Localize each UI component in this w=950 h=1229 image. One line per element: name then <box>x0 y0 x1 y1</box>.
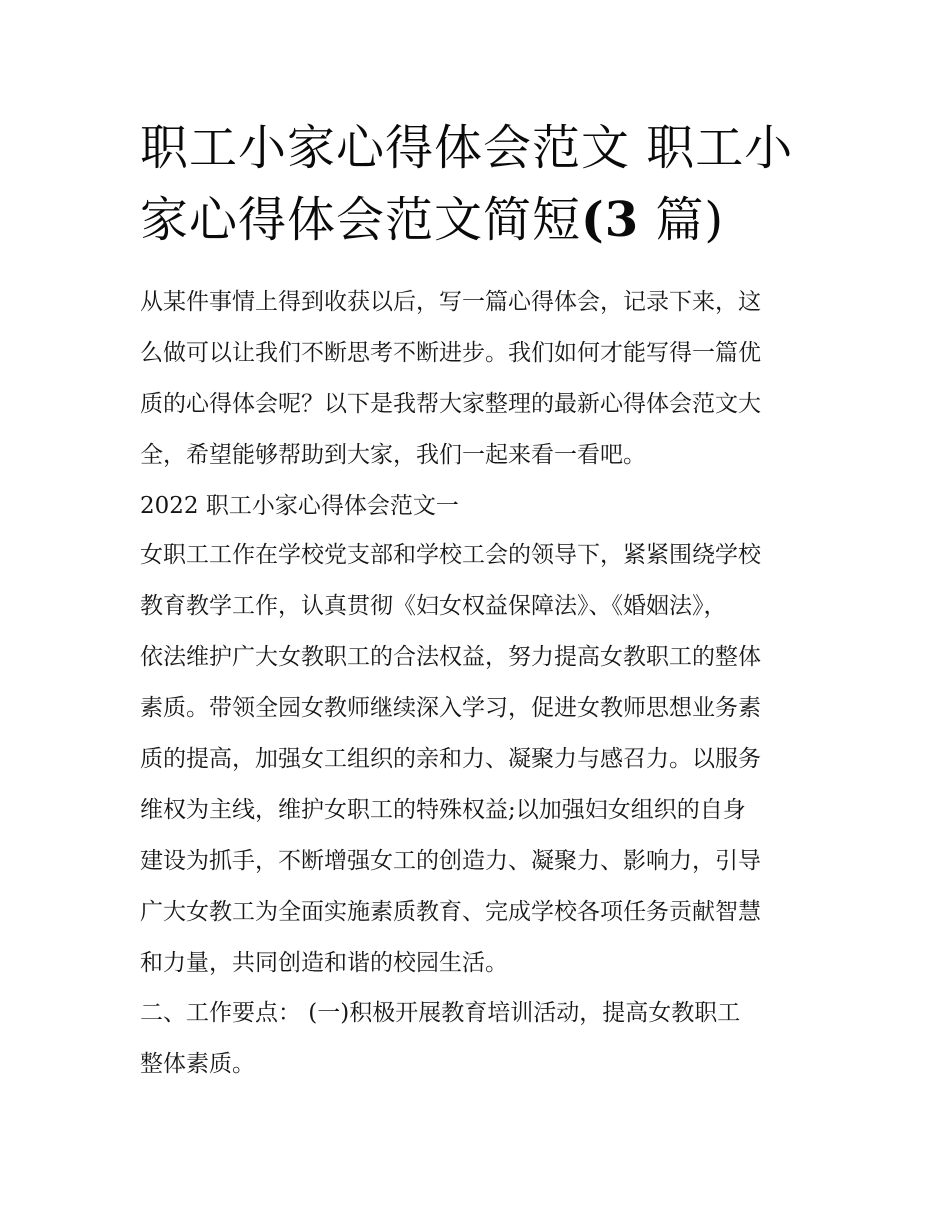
section2-line: 二、工作要点： (一)积极开展教育培训活动，提高女教职工 <box>140 1000 741 1026</box>
title-line-2 <box>140 184 820 256</box>
section1-line: 建设为抓手，不断增强女工的创造力、凝聚力、影响力，引导 <box>140 848 761 874</box>
section1-line: 女职工工作在学校党支部和学校工会的领导下，紧紧围绕学校 <box>140 542 761 568</box>
document-title <box>140 112 820 256</box>
intro-line: 么做可以让我们不断思考不断进步。我们如何才能写得一篇优 <box>140 340 761 366</box>
intro-line: 质的心得体会呢？以下是我帮大家整理的最新心得体会范文大 <box>140 391 761 417</box>
section1-line: 质的提高，加强女工组织的亲和力、凝聚力与感召力。以服务 <box>140 746 761 772</box>
intro-line: 从某件事情上得到收获以后，写一篇心得体会，记录下来，这 <box>140 289 761 315</box>
title-count-unit: 篇) <box>655 192 725 248</box>
title-line-2-text: 家心得体会范文简短 <box>140 192 582 248</box>
section-heading <box>140 481 830 532</box>
section1-line: 教育教学工作，认真贯彻《妇女权益保障法》、《婚姻法》， <box>140 593 727 619</box>
section1-line: 素质。带领全园女教师继续深入学习，促进女教师思想业务素 <box>140 695 761 721</box>
intro-paragraph <box>140 277 830 481</box>
section-heading-text: 2022 职工小家心得体会范文一 <box>140 493 459 519</box>
section1-line: 广大女教工为全面实施素质教育、完成学校各项任务贡献智慧 <box>140 899 761 925</box>
title-count: (3 <box>581 192 640 248</box>
section2-paragraph <box>140 988 830 1090</box>
section1-paragraph <box>140 530 830 989</box>
section2-line: 整体素质。 <box>140 1051 255 1077</box>
section1-line: 维权为主线，维护女职工的特殊权益;以加强妇女组织的自身 <box>140 797 746 823</box>
section1-line: 和力量，共同创造和谐的校园生活。 <box>140 950 508 976</box>
section1-line: 依法维护广大女教职工的合法权益，努力提高女教职工的整体 <box>140 644 761 670</box>
title-line-1: 职工小家心得体会范文 职工小 <box>140 120 794 176</box>
intro-line: 全，希望能够帮助到大家，我们一起来看一看吧。 <box>140 442 646 468</box>
